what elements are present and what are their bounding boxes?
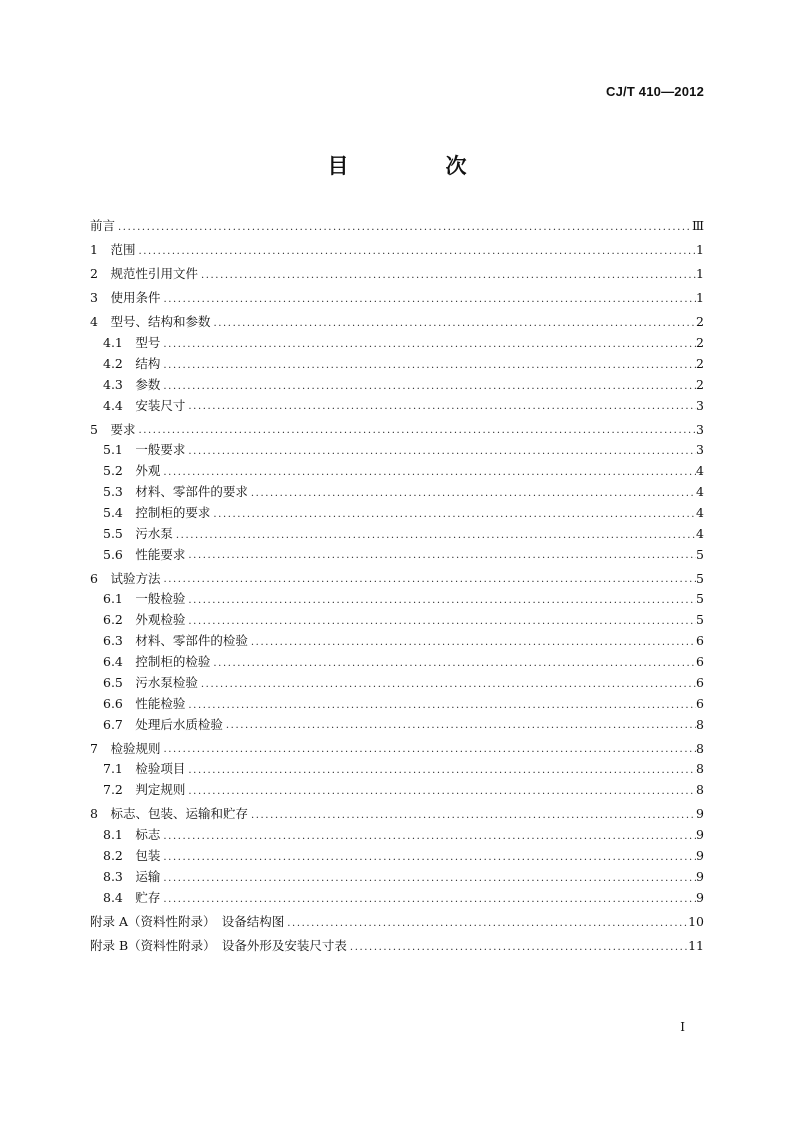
standard-code: CJ/T 410—2012 [606, 84, 704, 99]
toc-dot-leader [160, 828, 696, 846]
toc-entry[interactable] [90, 589, 704, 610]
toc-entry[interactable] [90, 524, 704, 545]
toc-dot-leader [160, 849, 696, 867]
toc-entry-label: 5.2 外观 [103, 463, 161, 479]
toc-dot-leader [223, 717, 696, 735]
toc-entry[interactable] [90, 333, 704, 354]
toc-entry[interactable] [90, 673, 704, 694]
toc-dot-leader [135, 422, 696, 440]
toc-entry-page: 2 [696, 376, 704, 392]
toc-dot-leader [284, 915, 688, 933]
toc-entry-page: 2 [696, 314, 704, 330]
toc-entry[interactable] [90, 888, 704, 909]
toc-entry-label: 4.4 安装尺寸 [103, 397, 186, 413]
toc-entry-page: 3 [696, 421, 704, 437]
toc-entry-page: 6 [696, 674, 704, 690]
toc-dot-leader [248, 634, 696, 652]
toc-entry[interactable] [90, 440, 704, 461]
toc-entry[interactable] [90, 780, 704, 801]
toc-dot-leader [185, 783, 696, 801]
toc-entry-page: 1 [696, 266, 704, 282]
toc-entry[interactable] [90, 216, 704, 237]
toc-entry-label: 6.1 一般检验 [103, 591, 186, 607]
toc-entry-label: 6.3 材料、零部件的检验 [103, 633, 248, 649]
page-number: Ⅰ [680, 1020, 685, 1034]
toc-dot-leader [248, 807, 696, 825]
toc-entry-page: 6 [696, 695, 704, 711]
toc-entry-page: 5 [696, 591, 704, 607]
toc-dot-leader [210, 655, 696, 673]
toc-entry-label: 6.5 污水泵检验 [103, 674, 198, 690]
toc-entry-label: 4.1 型号 [103, 334, 161, 350]
toc-dot-leader [160, 741, 696, 759]
page-title: 目 次 [327, 154, 505, 178]
toc-entry[interactable] [90, 240, 704, 261]
toc-dot-leader [173, 527, 696, 545]
toc-entry-page: 9 [696, 868, 704, 884]
toc-entry-label: 7 检验规则 [90, 740, 161, 756]
toc-entry-label: 7.2 判定规则 [103, 782, 186, 798]
toc-entry-page: 5 [696, 570, 704, 586]
toc-entry[interactable] [90, 375, 704, 396]
toc-entry[interactable] [90, 652, 704, 673]
toc-entry-label: 6.2 外观检验 [103, 612, 186, 628]
toc-entry-page: 4 [696, 504, 704, 520]
toc-entry-label: 8.3 运输 [103, 868, 161, 884]
toc-dot-leader [160, 870, 696, 888]
toc-dot-leader [248, 485, 696, 503]
toc-dot-leader [160, 378, 696, 396]
toc-dot-leader [135, 243, 696, 261]
toc-dot-leader [210, 315, 696, 333]
toc-dot-leader [185, 613, 696, 631]
toc-entry[interactable] [90, 739, 704, 760]
toc-entry[interactable] [90, 569, 704, 590]
toc-entry-page: 5 [696, 612, 704, 628]
toc-entry-page: 8 [696, 761, 704, 777]
toc-entry[interactable] [90, 420, 704, 441]
toc-entry[interactable] [90, 503, 704, 524]
toc-entry-label: 4 型号、结构和参数 [90, 314, 211, 330]
toc-entry-label: 8 标志、包装、运输和贮存 [90, 806, 248, 822]
table-of-contents [90, 216, 704, 957]
toc-entry-page: 6 [696, 633, 704, 649]
toc-entry[interactable] [90, 912, 704, 933]
toc-dot-leader [160, 336, 696, 354]
toc-entry-page: Ⅲ [691, 218, 704, 233]
toc-entry-label: 6 试验方法 [90, 570, 161, 586]
toc-entry-label: 6.6 性能检验 [103, 695, 186, 711]
toc-entry-label: 4.2 结构 [103, 355, 161, 371]
toc-entry-label: 7.1 检验项目 [103, 761, 186, 777]
toc-entry-page: 9 [696, 806, 704, 822]
toc-entry-label: 5.5 污水泵 [103, 525, 173, 541]
toc-entry-page: 3 [696, 397, 704, 413]
toc-entry-page: 9 [696, 827, 704, 843]
toc-entry-label: 5 要求 [90, 421, 136, 437]
toc-entry-label: 1 范围 [90, 242, 136, 258]
toc-entry[interactable] [90, 610, 704, 631]
toc-dot-leader [160, 571, 696, 589]
toc-entry-label: 6.4 控制柜的检验 [103, 654, 211, 669]
toc-entry[interactable] [90, 396, 704, 417]
toc-entry-label: 附录 B（资料性附录） 设备外形及安装尺寸表 [90, 937, 347, 953]
toc-entry-label: 5.4 控制柜的要求 [103, 504, 211, 520]
toc-entry-page: 2 [696, 334, 704, 350]
toc-dot-leader [347, 939, 688, 957]
toc-entry-page: 6 [696, 654, 704, 669]
toc-entry-label: 6.7 处理后水质检验 [103, 716, 223, 732]
toc-dot-leader [185, 762, 696, 780]
toc-dot-leader [185, 398, 696, 416]
toc-entry[interactable] [90, 694, 704, 715]
toc-entry-label: 8.1 标志 [103, 827, 161, 843]
toc-entry-page: 9 [696, 889, 704, 905]
toc-dot-leader [160, 464, 696, 482]
toc-entry[interactable] [90, 867, 704, 888]
toc-dot-leader [160, 291, 696, 309]
toc-entry-page: 1 [696, 242, 704, 258]
toc-dot-leader [185, 547, 696, 565]
toc-entry-page: 4 [696, 463, 704, 479]
toc-entry[interactable] [90, 631, 704, 652]
toc-entry[interactable] [90, 461, 704, 482]
toc-entry-page: 11 [688, 937, 704, 953]
toc-entry-label: 5.6 性能要求 [103, 546, 186, 562]
toc-entry[interactable] [90, 354, 704, 375]
toc-entry-page: 8 [696, 716, 704, 732]
toc-entry-page: 2 [696, 355, 704, 371]
toc-entry-label: 5.1 一般要求 [103, 442, 186, 458]
toc-entry-page: 4 [696, 525, 704, 541]
toc-entry[interactable] [90, 312, 704, 333]
toc-entry[interactable] [90, 846, 704, 867]
toc-entry-page: 8 [696, 740, 704, 756]
toc-entry[interactable] [90, 759, 704, 780]
toc-entry[interactable] [90, 715, 704, 736]
toc-entry[interactable] [90, 545, 704, 566]
toc-entry-page: 10 [688, 913, 704, 929]
toc-entry-label: 8.2 包装 [103, 847, 161, 863]
toc-entry-page: 1 [696, 290, 704, 306]
toc-entry[interactable] [90, 825, 704, 846]
toc-entry-page: 9 [696, 847, 704, 863]
toc-entry[interactable] [90, 936, 704, 957]
toc-dot-leader [185, 697, 696, 715]
toc-entry-page: 5 [696, 546, 704, 562]
toc-entry[interactable] [90, 264, 704, 285]
toc-entry-label: 3 使用条件 [90, 290, 161, 306]
toc-entry-label: 附录 A（资料性附录） 设备结构图 [90, 913, 285, 929]
toc-entry-label: 8.4 贮存 [103, 889, 161, 905]
toc-entry[interactable] [90, 288, 704, 309]
toc-dot-leader [160, 891, 696, 909]
toc-entry-page: 3 [696, 442, 704, 458]
toc-entry[interactable] [90, 482, 704, 503]
toc-entry-label: 前言 [90, 218, 116, 233]
toc-dot-leader [198, 676, 696, 694]
toc-entry-page: 4 [696, 484, 704, 500]
toc-dot-leader [198, 267, 696, 285]
toc-dot-leader [185, 443, 696, 461]
toc-dot-leader [115, 219, 692, 237]
toc-entry-label: 2 规范性引用文件 [90, 266, 198, 282]
toc-entry-page: 8 [696, 782, 704, 798]
toc-dot-leader [185, 592, 696, 610]
toc-entry-label: 4.3 参数 [103, 376, 161, 392]
toc-entry-label: 5.3 材料、零部件的要求 [103, 484, 248, 500]
toc-dot-leader [160, 357, 696, 375]
toc-dot-leader [210, 506, 696, 524]
toc-entry[interactable] [90, 804, 704, 825]
